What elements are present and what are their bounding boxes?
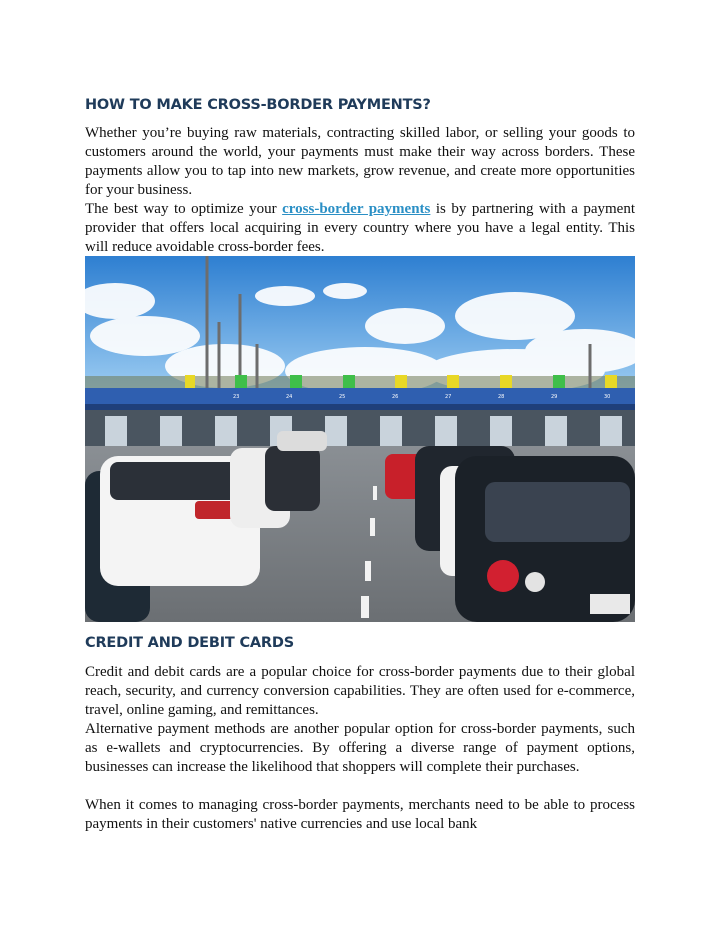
paragraph-intro: Whether you’re buying raw materials, contracting skilled labor, or selling your goods to customers around the world, your payments must make their way across borders. These payments allow you to tap into new markets, grow revenue, and create more opportunities for your business. (85, 125, 635, 198)
paragraph-optimize-start: The best way to optimize your (85, 201, 283, 217)
paragraph-merchants: When it comes to managing cross-border payments, merchants need to be able to process payments in their customers' native currencies and use local bank (85, 797, 635, 832)
cross-border-payments-link[interactable]: cross-border payments (282, 201, 431, 217)
lane-number-label: 23 (233, 394, 240, 400)
toll-booth-illustration (85, 256, 635, 622)
lane-number-label: 30 (604, 394, 611, 400)
paragraph-cards: Credit and debit cards are a popular choice for cross-border payments due to their global reach, security, and currency conversion capabilities. They are often used for e-commerce, travel, online gaming, and remittances. (85, 664, 635, 718)
section-heading-cards: CREDIT AND DEBIT CARDS (85, 635, 294, 651)
section-heading-cross-border: HOW TO MAKE CROSS-BORDER PAYMENTS? (85, 97, 431, 113)
lane-number-label: 29 (551, 394, 558, 400)
toll-booth-photo (85, 256, 635, 622)
lane-number-label: 28 (498, 394, 505, 400)
paragraph-optimize-end: is by partnering with a payment provider that offers local acquiring in every country where you have a legal entity. This will reduce avoidable cross-border fees. (85, 201, 635, 255)
lane-number-label: 25 (339, 394, 346, 400)
lane-number-label: 24 (286, 394, 293, 400)
paragraph-optimize (85, 200, 635, 257)
paragraph-alternative-methods: Alternative payment methods are another popular option for cross-border payments, such as e-wallets and cryptocurrencies. By offering a diverse range of payment options, businesses can increase the likelihood that shoppers will complete their purchases. (85, 721, 635, 775)
lane-number-label: 27 (445, 394, 452, 400)
lane-number-label: 26 (392, 394, 399, 400)
